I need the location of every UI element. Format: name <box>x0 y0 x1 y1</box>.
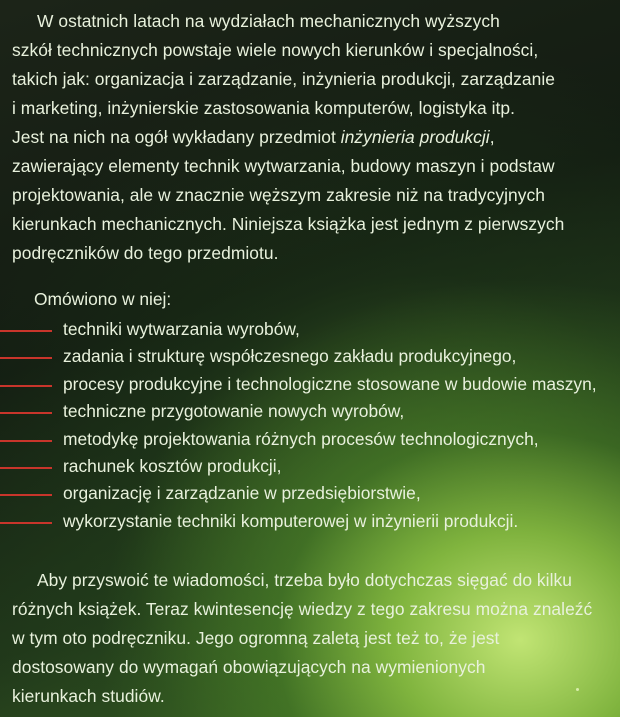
topics-heading: Omówiono w niej: <box>34 289 172 309</box>
intro-line: kierunkach mechanicznych. Niniejsza książka jest jednym z pierwszych <box>12 214 565 234</box>
intro-line-start: Jest na nich na ogół wykładany przedmiot <box>12 127 341 147</box>
list-item-text: wykorzystanie techniki komputerowej w inżynierii produkcji. <box>63 510 519 531</box>
subject-name: inżynieria produkcji <box>340 127 490 147</box>
red-dash-bullet <box>0 467 52 469</box>
closing-paragraph <box>12 566 608 711</box>
intro-line: podręczników do tego przedmiotu. <box>12 243 279 263</box>
red-dash-bullet <box>0 494 52 496</box>
list-item <box>0 508 620 535</box>
list-item-text: zadania i strukturę współczesnego zakładu produkcyjnego, <box>63 346 517 367</box>
list-item-text: organizację i zarządzanie w przedsiębiorstwie, <box>63 483 421 504</box>
intro-line: W ostatnich latach na wydziałach mechanicznych wyższych <box>37 11 500 31</box>
light-sparkle <box>576 688 579 691</box>
red-dash-bullet <box>0 522 52 524</box>
intro-line: zawierający elementy technik wytwarzania, budowy maszyn i podstaw <box>12 156 555 176</box>
list-item <box>0 398 620 425</box>
list-item-text: procesy produkcyjne i technologiczne stosowane w budowie maszyn, <box>63 373 597 394</box>
intro-line-end: , <box>489 127 495 147</box>
list-item-text: techniczne przygotowanie nowych wyrobów, <box>63 401 405 422</box>
intro-line: i marketing, inżynierskie zastosowania komputerów, logistyka itp. <box>12 98 515 118</box>
intro-line: szkół technicznych powstaje wiele nowych kierunków i specjalności, <box>12 40 539 60</box>
red-dash-bullet <box>0 330 52 332</box>
list-item <box>0 426 620 453</box>
list-item <box>0 343 620 370</box>
closing-line: różnych książek. Teraz kwintesencję wiedzy z tego zakresu można znaleźć <box>12 599 593 619</box>
list-item-text: techniki wytwarzania wyrobów, <box>63 319 300 339</box>
list-item <box>0 480 620 507</box>
list-item-text: metodykę projektowania różnych procesów technologicznych, <box>63 428 539 449</box>
intro-line: projektowania, ale w znacznie węższym zakresie niż na tradycyjnych <box>12 185 545 205</box>
closing-line: Aby przyswoić te wiadomości, trzeba było dotychczas sięgać do kilku <box>37 570 572 590</box>
list-item <box>0 371 620 398</box>
list-item <box>0 453 620 480</box>
red-dash-bullet <box>0 385 52 387</box>
list-item <box>0 316 620 343</box>
red-dash-bullet <box>0 357 52 359</box>
closing-line: dostosowany do wymagań obowiązujących na wymienionych <box>12 657 486 677</box>
red-dash-bullet <box>0 412 52 414</box>
list-item-text: rachunek kosztów produkcji, <box>63 455 282 476</box>
intro-line <box>12 123 608 152</box>
topics-list <box>0 316 620 535</box>
closing-line: kierunkach studiów. <box>12 686 165 706</box>
intro-line: takich jak: organizacja i zarządzanie, inżynieria produkcji, zarządzanie <box>12 69 555 89</box>
intro-paragraph <box>12 7 608 268</box>
red-dash-bullet <box>0 440 52 442</box>
closing-line: w tym oto podręczniku. Jego ogromną zaletą jest też to, że jest <box>12 628 500 648</box>
